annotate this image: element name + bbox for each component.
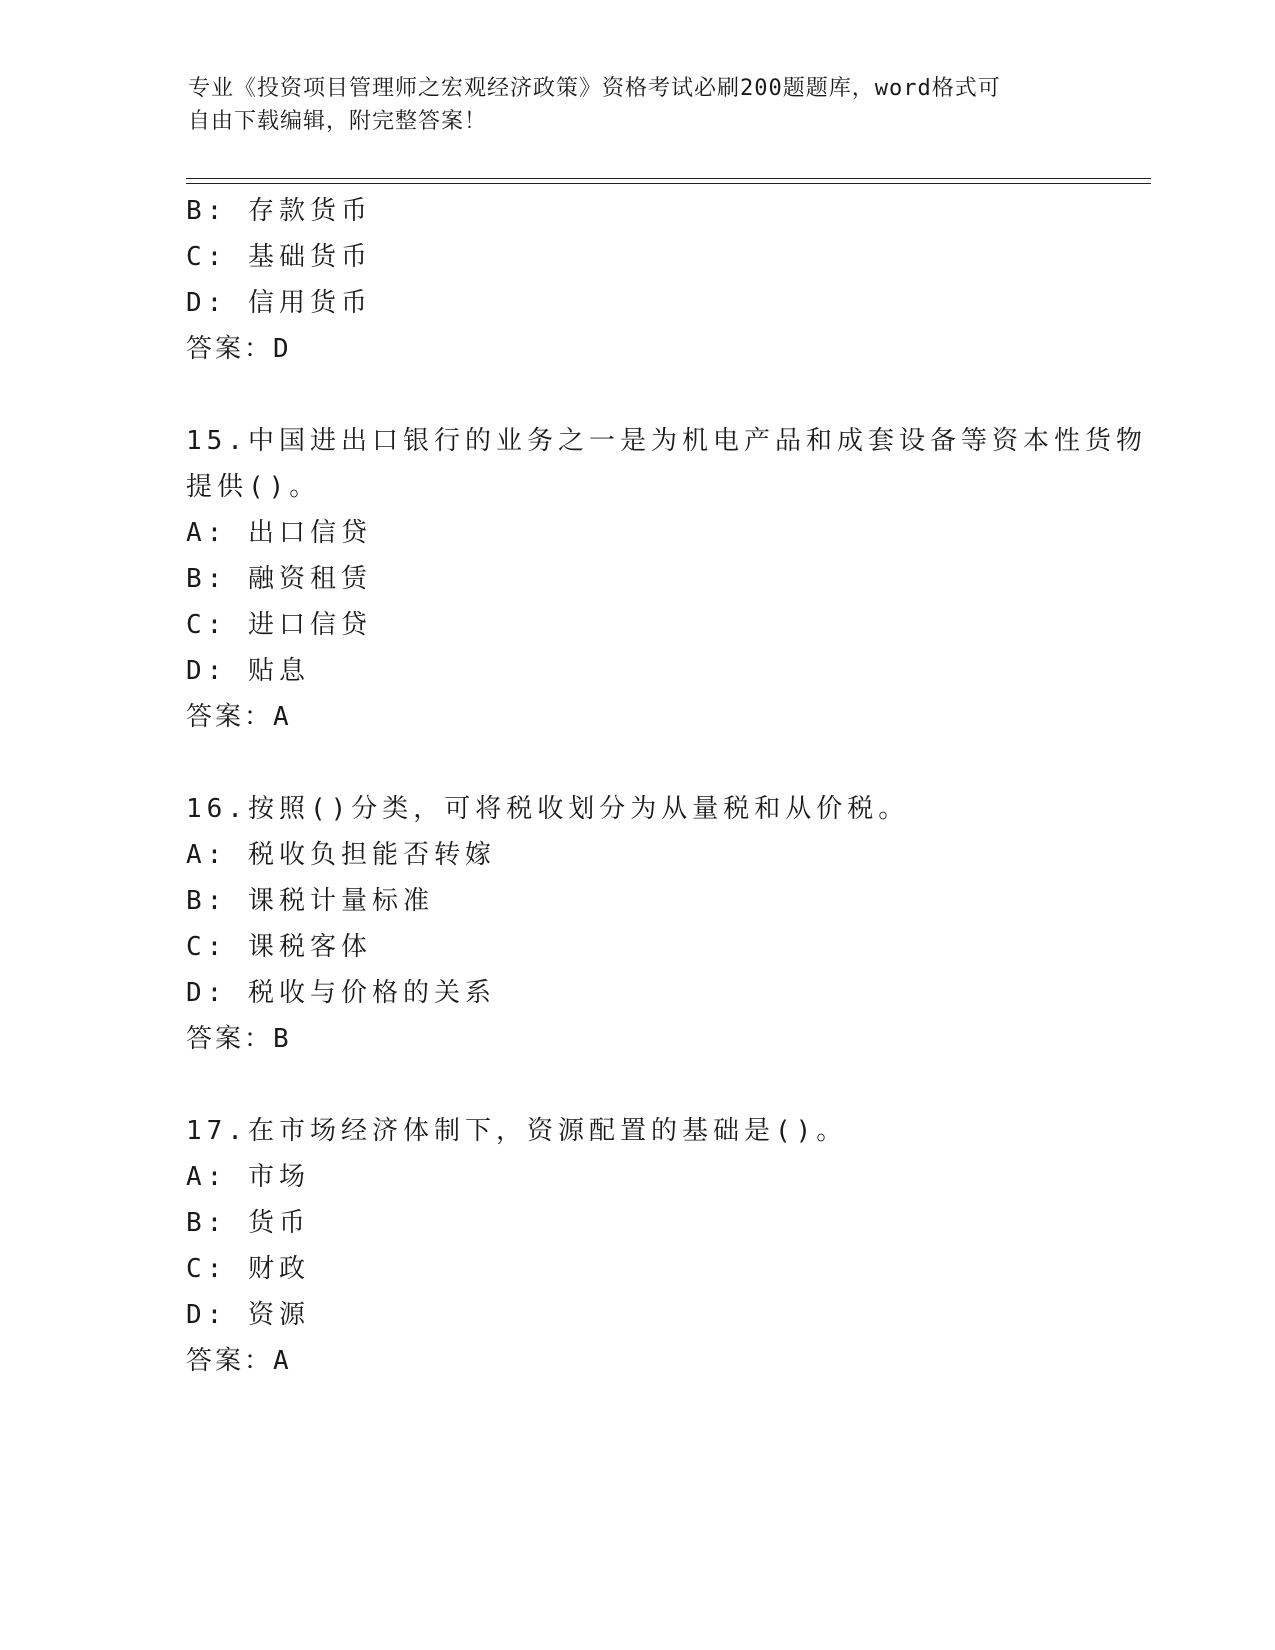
question-14-continued bbox=[186, 188, 1086, 372]
option-b: B: 存款货币 bbox=[186, 196, 372, 226]
option-d: D: 信用货币 bbox=[186, 288, 372, 318]
option-d: D: 税收与价格的关系 bbox=[186, 978, 496, 1008]
option-b: B: 融资租赁 bbox=[186, 564, 372, 594]
question-15 bbox=[186, 418, 1147, 740]
question-stem: 15.中国进出口银行的业务之一是为机电产品和成套设备等资本性货物 bbox=[186, 426, 1147, 456]
option-c: C: 基础货币 bbox=[186, 242, 372, 272]
option-a: A: 市场 bbox=[186, 1162, 310, 1192]
option-c: C: 课税客体 bbox=[186, 932, 372, 962]
header-divider-bottom bbox=[186, 183, 1151, 184]
question-17 bbox=[186, 1108, 1086, 1384]
spacer bbox=[186, 1062, 1086, 1108]
option-c: C: 进口信贷 bbox=[186, 610, 372, 640]
header-title-line-1: 专业《投资项目管理师之宏观经济政策》资格考试必刷200题题库，word格式可 bbox=[188, 76, 1001, 101]
option-a: A: 出口信贷 bbox=[186, 518, 372, 548]
option-c: C: 财政 bbox=[186, 1254, 310, 1284]
option-b: B: 货币 bbox=[186, 1208, 310, 1238]
question-16 bbox=[186, 786, 1086, 1062]
question-stem: 17.在市场经济体制下，资源配置的基础是()。 bbox=[186, 1116, 848, 1146]
option-d: D: 贴息 bbox=[186, 656, 310, 686]
option-b: B: 课税计量标准 bbox=[186, 886, 434, 916]
answer-line: 答案：D bbox=[186, 334, 292, 364]
question-stem-continued: 提供()。 bbox=[186, 472, 321, 502]
question-list bbox=[186, 188, 1147, 1384]
answer-line: 答案：A bbox=[186, 1346, 292, 1376]
option-a: A: 税收负担能否转嫁 bbox=[186, 840, 496, 870]
answer-line: 答案：B bbox=[186, 1024, 292, 1054]
header-title-line-2: 自由下载编辑，附完整答案！ bbox=[188, 109, 488, 134]
header-divider-top bbox=[186, 178, 1151, 179]
option-d: D: 资源 bbox=[186, 1300, 310, 1330]
document-header bbox=[188, 72, 1068, 138]
answer-line: 答案：A bbox=[186, 702, 292, 732]
spacer bbox=[186, 372, 1086, 418]
spacer bbox=[186, 740, 1086, 786]
question-stem: 16.按照()分类，可将税收划分为从量税和从价税。 bbox=[186, 794, 910, 824]
